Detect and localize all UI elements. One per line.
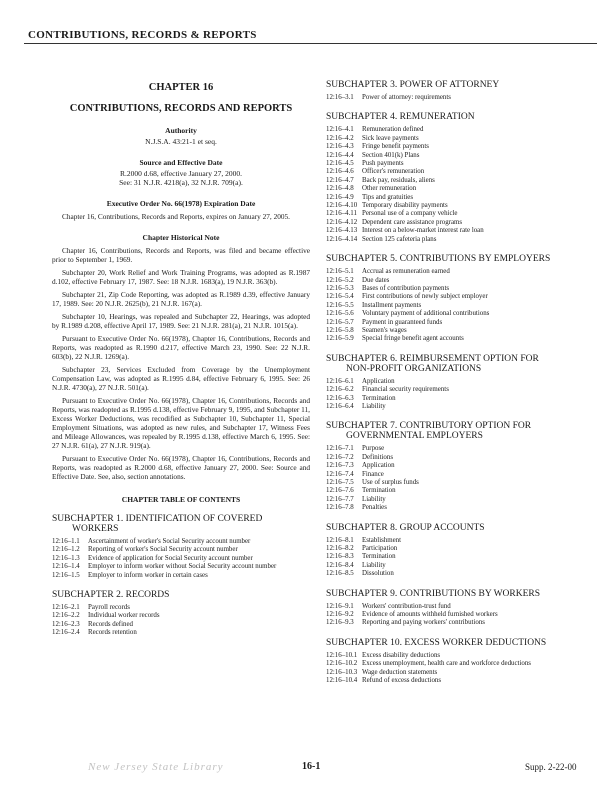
subchapter-title: SUBCHAPTER 1. IDENTIFICATION OF COVERED xyxy=(52,514,263,524)
section-number: 12:16–4.3 xyxy=(326,143,354,151)
section-number: 12:16–2.2 xyxy=(52,612,80,620)
section-entry xyxy=(326,168,601,176)
section-number: 12:16–5.4 xyxy=(326,293,354,301)
section-number: 12:16–4.4 xyxy=(326,151,354,159)
section-list xyxy=(326,268,601,344)
section-entry xyxy=(326,403,601,411)
section-title: Push payments xyxy=(362,160,404,168)
section-number: 12:16–7.1 xyxy=(326,445,354,453)
section-entry xyxy=(326,445,601,453)
header-rule xyxy=(24,43,597,44)
section-number: 12:16–4.11 xyxy=(326,210,357,218)
section-number: 12:16–8.5 xyxy=(326,570,354,578)
section-number: 12:16–4.9 xyxy=(326,193,354,201)
section-title: Temporary disability payments xyxy=(362,202,448,210)
section-title: Evidence of application for Social Security account number xyxy=(88,554,253,562)
section-title: Payment in guaranteed funds xyxy=(362,318,443,326)
section-entry xyxy=(326,479,601,487)
history-paragraph: Pursuant to Executive Order No. 66(1978), Chapter 16, Contributions, Records and Reports, was readopted as R.1995 d.138, effective February 9, 1995, and Subchapter 11, Excess Worker Deductions, was recodified as Subchapter 10, Subchapter 11, Special Employment Situations, was adopted as new rules, and Subchapter 17, Witness Fees and Mileage Allowances, was repealed by R.1995 d.138, effective March 6, 1995. See: 27 N.J.R. 61(a), 27 N.J.R. 919(a). xyxy=(52,396,310,450)
section-title: Section 125 cafeteria plans xyxy=(362,235,437,243)
subchapter xyxy=(326,112,601,244)
section-entry xyxy=(326,611,601,619)
section-entry xyxy=(52,604,310,612)
section-entry xyxy=(326,219,601,227)
history-paragraph: Subchapter 23, Services Excluded from Coverage by the Unemployment Compensation Law, was adopted as R.1995 d.84, effective February 6, 1995. See: 26 N.J.R. 4730(a), 27 N.J.R. 501(a). xyxy=(52,365,310,392)
subchapter-title: SUBCHAPTER 4. REMUNERATION xyxy=(326,112,475,123)
section-title: Participation xyxy=(362,545,398,553)
section-list xyxy=(52,538,310,580)
section-title: Purpose xyxy=(362,445,385,453)
section-title: Evidence of amounts withheld furnished workers xyxy=(362,611,498,619)
section-title: Liability xyxy=(362,561,386,569)
section-title: Wage deduction statements xyxy=(362,668,438,676)
section-entry xyxy=(326,619,601,627)
section-list xyxy=(326,126,601,244)
section-entry xyxy=(326,504,601,512)
section-title: Liability xyxy=(362,495,386,503)
section-title: Penalties xyxy=(362,504,387,512)
section-title: Power of attorney: requirements xyxy=(362,94,451,101)
section-number: 12:16–10.1 xyxy=(326,651,358,659)
subchapter xyxy=(326,354,601,412)
section-entry xyxy=(326,570,601,578)
chapter-number: CHAPTER 16 xyxy=(148,82,214,93)
section-title: Officer's remuneration xyxy=(362,168,425,176)
section-entry xyxy=(52,621,310,629)
section-entry xyxy=(326,160,601,168)
section-number: 12:16–4.7 xyxy=(326,176,354,184)
section-title: Application xyxy=(362,377,395,385)
section-number: 12:16–10.3 xyxy=(326,668,358,676)
section-list xyxy=(326,378,601,412)
section-number: 12:16–1.4 xyxy=(52,563,80,571)
section-entry xyxy=(52,546,310,554)
section-entry xyxy=(52,563,310,571)
section-title: Workers' contribution-trust fund xyxy=(362,602,451,610)
history-paragraph: Subchapter 21, Zip Code Reporting, was adopted as R.1989 d.39, effective January 17, 1989. See: 20 N.J.R. 2625(b), 21 N.J.R. 167(a). xyxy=(52,290,310,308)
section-title: Finance xyxy=(362,470,384,478)
section-number: 12:16–7.7 xyxy=(326,495,354,503)
section-number: 12:16–6.2 xyxy=(326,386,354,394)
section-entry xyxy=(52,612,310,620)
section-title: Records retention xyxy=(88,629,137,637)
subchapter-heading xyxy=(326,638,601,648)
section-number: 12:16–2.1 xyxy=(52,604,80,612)
section-entry xyxy=(326,277,601,285)
subchapter xyxy=(326,254,601,344)
section-number: 12:16–2.3 xyxy=(52,620,80,628)
section-title: Definitions xyxy=(362,453,394,461)
section-number: 12:16–5.9 xyxy=(326,335,354,343)
section-list xyxy=(326,652,601,686)
section-entry xyxy=(326,553,601,561)
section-title: Ascertainment of worker's Social Security account number xyxy=(88,538,251,545)
history-paragraph: Chapter 16, Contributions, Records and Reports, was filed and became effective prior to September 1, 1969. xyxy=(52,246,310,264)
source-line-1: R.2000 d.68, effective January 27, 2000. xyxy=(120,169,242,178)
section-number: 12:16–5.1 xyxy=(326,268,354,276)
section-number: 12:16–4.12 xyxy=(326,218,358,226)
section-title: Excess unemployment, health care and workforce deductions xyxy=(362,660,531,668)
subchapter-heading xyxy=(326,354,601,374)
subchapter-title: SUBCHAPTER 8. GROUP ACCOUNTS xyxy=(326,522,485,533)
section-number: 12:16–6.3 xyxy=(326,394,354,402)
section-entry xyxy=(326,319,601,327)
section-number: 12:16–6.4 xyxy=(326,402,354,410)
section-title: Excess disability deductions xyxy=(362,651,441,659)
subchapter-title: SUBCHAPTER 7. CONTRIBUTORY OPTION FOR xyxy=(326,421,532,432)
section-title: Establishment xyxy=(362,536,402,544)
section-title: Individual worker records xyxy=(88,612,160,620)
subchapter-title-cont: NON-PROFIT ORGANIZATIONS xyxy=(346,363,482,374)
section-entry xyxy=(326,386,601,394)
history-paragraph: Subchapter 10, Hearings, was repealed and Subchapter 22, Hearings, was adopted by R.1989 d.208, effective April 17, 1989. See: 21 N.J.R. 281(a), 21 N.J.R. 1015(a). xyxy=(52,312,310,330)
section-number: 12:16–9.3 xyxy=(326,619,354,627)
section-list xyxy=(52,604,310,638)
subchapter-heading xyxy=(326,80,601,90)
section-entry xyxy=(326,143,601,151)
subchapter xyxy=(326,421,601,512)
authority-heading: Authority xyxy=(165,126,197,135)
section-title: Financial security requirements xyxy=(362,386,449,394)
section-title: Voluntary payment of additional contributions xyxy=(362,310,490,318)
section-title: Dissolution xyxy=(362,570,394,578)
section-number: 12:16–5.3 xyxy=(326,284,354,292)
section-title: Sick leave payments xyxy=(362,134,419,142)
section-title: Interest on a below-market interest rate loan xyxy=(362,227,484,235)
section-entry xyxy=(326,454,601,462)
section-entry xyxy=(326,562,601,570)
section-entry xyxy=(326,177,601,185)
subchapter xyxy=(52,590,310,638)
subchapter-title: SUBCHAPTER 3. POWER OF ATTORNEY xyxy=(326,80,500,90)
section-number: 12:16–8.3 xyxy=(326,553,354,561)
section-number: 12:16–7.6 xyxy=(326,487,354,495)
left-toc xyxy=(52,514,310,638)
section-title: Dependent care assistance programs xyxy=(362,218,463,226)
section-entry xyxy=(326,462,601,470)
section-number: 12:16–7.4 xyxy=(326,470,354,478)
subchapter xyxy=(326,638,601,686)
section-entry xyxy=(326,395,601,403)
right-column xyxy=(326,80,601,686)
section-entry xyxy=(326,378,601,386)
section-entry xyxy=(326,302,601,310)
section-entry xyxy=(326,285,601,293)
section-entry xyxy=(326,135,601,143)
source-heading: Source and Effective Date xyxy=(139,158,223,167)
section-entry xyxy=(52,555,310,563)
section-title: Employer to inform worker in certain cases xyxy=(88,571,208,579)
section-number: 12:16–5.8 xyxy=(326,326,354,334)
history-paragraph: Pursuant to Executive Order No. 66(1978), Chapter 16, Contributions, Records and Reports, was readopted as R.1990 d.217, effective March 23, 1990. See: 22 N.J.R. 603(b), 22 N.J.R. 1269(a). xyxy=(52,334,310,361)
history-paragraph: Subchapter 20, Work Relief and Work Training Programs, was adopted as R.1987 d.102, effective February 17, 1987. See: 18 N.J.R. 1683(a), 19 N.J.R. 363(b). xyxy=(52,268,310,286)
section-title: Tips and gratuities xyxy=(362,193,414,201)
subchapter-heading xyxy=(326,254,601,264)
section-entry xyxy=(326,471,601,479)
section-entry xyxy=(326,236,601,244)
left-column xyxy=(52,82,310,638)
section-number: 12:16–4.6 xyxy=(326,168,354,176)
section-entry xyxy=(326,652,601,660)
section-entry xyxy=(326,603,601,611)
section-entry xyxy=(326,660,601,668)
section-title: Liability xyxy=(362,402,386,410)
section-entry xyxy=(326,545,601,553)
subchapter-heading xyxy=(52,514,310,534)
section-number: 12:16–8.2 xyxy=(326,545,354,553)
section-entry xyxy=(326,152,601,160)
section-number: 12:16–1.2 xyxy=(52,546,80,554)
history-paragraph: Pursuant to Executive Order No. 66(1978), Chapter 16, Contributions, Records and Reports, was readopted as R.2000 d.68, effective January 27, 2000. See: Source and Effective Date. See, also, section annotations. xyxy=(52,454,310,481)
section-number: 12:16–4.8 xyxy=(326,185,354,193)
section-entry xyxy=(326,185,601,193)
section-entry xyxy=(326,126,601,134)
section-title: Reporting and paying workers' contributions xyxy=(362,619,485,627)
section-entry xyxy=(326,669,601,677)
section-title: Termination xyxy=(362,553,396,561)
subchapter-title: SUBCHAPTER 6. REIMBURSEMENT OPTION FOR xyxy=(326,353,539,364)
section-entry xyxy=(326,310,601,318)
section-number: 12:16–9.1 xyxy=(326,602,354,610)
section-entry xyxy=(326,210,601,218)
section-number: 12:16–10.2 xyxy=(326,660,358,668)
section-number: 12:16–4.13 xyxy=(326,227,358,235)
section-number: 12:16–5.2 xyxy=(326,276,354,284)
section-title: Due dates xyxy=(362,276,390,284)
authority-text: N.J.S.A. 43:21-1 et seq. xyxy=(145,137,217,146)
section-number: 12:16–6.1 xyxy=(326,377,354,385)
section-number: 12:16–8.4 xyxy=(326,561,354,569)
section-number: 12:16–9.2 xyxy=(326,611,354,619)
section-entry xyxy=(326,227,601,235)
section-number: 12:16–1.1 xyxy=(52,538,80,545)
section-number: 12:16–3.1 xyxy=(326,94,354,101)
section-entry xyxy=(326,94,601,102)
subchapter-heading xyxy=(52,590,310,600)
supplement-date: Supp. 2-22-00 xyxy=(525,762,577,772)
section-title: First contributions of newly subject employer xyxy=(362,293,488,301)
section-number: 12:16–4.1 xyxy=(326,126,354,134)
subchapter-heading xyxy=(326,421,601,441)
section-list xyxy=(326,445,601,512)
subchapter xyxy=(52,514,310,580)
section-title: Personal use of a company vehicle xyxy=(362,210,458,218)
section-entry xyxy=(326,537,601,545)
expiration-text: Chapter 16, Contributions, Records and Reports, expires on January 27, 2005. xyxy=(62,212,290,221)
section-title: Use of surplus funds xyxy=(362,479,419,486)
section-entry xyxy=(326,335,601,343)
section-title: Records defined xyxy=(88,620,133,628)
section-title: Reporting of worker's Social Security account number xyxy=(88,546,238,554)
history-notes xyxy=(52,246,310,481)
library-watermark: New Jersey State Library xyxy=(88,761,224,773)
section-number: 12:16–5.7 xyxy=(326,318,354,326)
section-title: Fringe benefit payments xyxy=(362,143,429,151)
subchapter xyxy=(326,523,601,579)
section-number: 12:16–5.6 xyxy=(326,310,354,318)
section-title: Refund of excess deductions xyxy=(362,677,442,685)
section-title: Other remuneration xyxy=(362,185,417,193)
section-entry xyxy=(326,202,601,210)
section-number: 12:16–4.2 xyxy=(326,134,354,142)
subchapter-title: SUBCHAPTER 9. CONTRIBUTIONS BY WORKERS xyxy=(326,588,541,599)
section-number: 12:16–8.1 xyxy=(326,536,354,544)
source-line-2: See: 31 N.J.R. 4218(a), 32 N.J.R. 709(a). xyxy=(119,178,243,187)
subchapter-title: SUBCHAPTER 5. CONTRIBUTIONS BY EMPLOYERS xyxy=(326,254,551,265)
section-entry xyxy=(326,268,601,276)
section-title: Accrual as remuneration earned xyxy=(362,268,450,276)
section-number: 12:16–1.5 xyxy=(52,571,80,579)
subchapter-heading xyxy=(326,112,601,122)
subchapter-title-cont: WORKERS xyxy=(72,524,119,534)
section-number: 12:16–7.2 xyxy=(326,453,354,461)
section-number: 12:16–4.14 xyxy=(326,235,358,243)
section-list xyxy=(326,537,601,579)
section-list xyxy=(326,94,601,102)
section-entry xyxy=(52,538,310,546)
subchapter-title-cont: GOVERNMENTAL EMPLOYERS xyxy=(346,431,483,442)
page-number: 16-1 xyxy=(302,761,321,772)
section-title: Application xyxy=(362,462,395,470)
section-number: 12:16–2.4 xyxy=(52,629,80,637)
subchapter-heading xyxy=(326,523,601,533)
section-title: Termination xyxy=(362,487,396,495)
section-title: Payroll records xyxy=(88,604,130,612)
expiration-heading: Executive Order No. 66(1978) Expiration Date xyxy=(106,199,256,208)
section-list xyxy=(326,603,601,628)
section-entry xyxy=(326,327,601,335)
subchapter xyxy=(326,80,601,102)
section-number: 12:16–4.10 xyxy=(326,202,358,210)
subchapter-title: SUBCHAPTER 10. EXCESS WORKER DEDUCTIONS xyxy=(326,637,547,648)
history-heading: Chapter Historical Note xyxy=(142,233,220,242)
section-title: Termination xyxy=(362,394,396,402)
section-number: 12:16–4.5 xyxy=(326,160,354,168)
section-title: Employer to inform worker without Social Security account number xyxy=(88,563,277,571)
section-title: Back pay, residuals, aliens xyxy=(362,176,435,184)
section-entry xyxy=(326,677,601,685)
section-number: 12:16–7.5 xyxy=(326,479,354,486)
section-entry xyxy=(326,496,601,504)
section-entry xyxy=(52,572,310,580)
section-title: Installment payments xyxy=(362,301,422,309)
section-entry xyxy=(326,194,601,202)
section-entry xyxy=(52,629,310,637)
section-title: Bases of contribution payments xyxy=(362,284,450,292)
section-entry xyxy=(326,487,601,495)
section-number: 12:16–1.3 xyxy=(52,554,80,562)
right-toc xyxy=(326,80,601,686)
section-number: 12:16–7.8 xyxy=(326,504,354,512)
section-title: Remuneration defined xyxy=(362,126,424,134)
section-title: Seamen's wages xyxy=(362,326,407,334)
subchapter-title: SUBCHAPTER 2. RECORDS xyxy=(52,590,170,601)
section-number: 12:16–7.3 xyxy=(326,462,354,470)
section-number: 12:16–5.5 xyxy=(326,301,354,309)
toc-heading: CHAPTER TABLE OF CONTENTS xyxy=(121,495,241,504)
section-entry xyxy=(326,293,601,301)
subchapter-heading xyxy=(326,589,601,599)
subchapter xyxy=(326,589,601,628)
section-number: 12:16–10.4 xyxy=(326,677,358,685)
running-head: CONTRIBUTIONS, RECORDS & REPORTS xyxy=(28,29,257,41)
chapter-title: CONTRIBUTIONS, RECORDS AND REPORTS xyxy=(69,103,293,114)
section-title: Section 401(k) Plans xyxy=(362,151,420,159)
section-title: Special fringe benefit agent accounts xyxy=(362,335,464,343)
